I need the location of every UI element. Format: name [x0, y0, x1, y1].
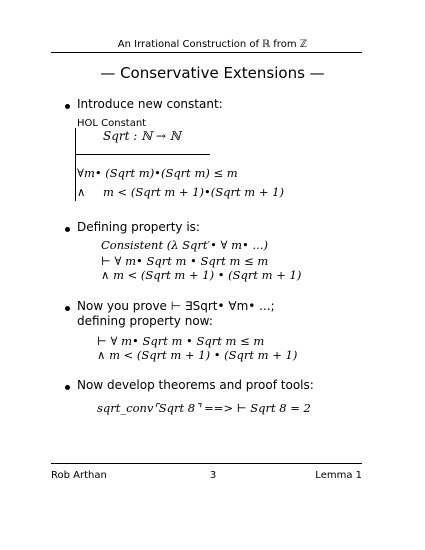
constant-declaration: Sqrt : ℕ → ℕ: [103, 129, 181, 143]
bullet-3-text-2: defining property now:: [77, 314, 213, 328]
proved-property-line-1: ⊢ ∀ m• Sqrt m • Sqrt m ≤ m: [97, 334, 265, 348]
bullet-4-text: Now develop theorems and proof tools:: [77, 378, 314, 392]
footer-label: Lemma 1: [315, 470, 362, 481]
slide-title: — Conservative Extensions —: [100, 64, 325, 82]
axiom-conj-symbol: ∧: [77, 185, 86, 199]
header-rule: [51, 52, 362, 53]
footer-rule: [51, 463, 362, 464]
hol-box-divider: [75, 154, 210, 155]
sqrt-conv-example: sqrt_conv⌜Sqrt 8⌝ ==> ⊢ Sqrt 8 = 2: [97, 401, 311, 415]
proved-property-line-2: ∧ m < (Sqrt m + 1) • (Sqrt m + 1): [97, 348, 298, 362]
axiom-line-1: ∀m• (Sqrt m)•(Sqrt m) ≤ m: [77, 166, 238, 180]
hol-box-left-rule: [75, 128, 76, 201]
axiom-line-2: m < (Sqrt m + 1)•(Sqrt m + 1): [103, 185, 284, 199]
defining-property-line-1: ⊢ ∀ m• Sqrt m • Sqrt m ≤ m: [101, 254, 269, 268]
defining-property-line-2: ∧ m < (Sqrt m + 1) • (Sqrt m + 1): [101, 268, 302, 282]
running-header: An Irrational Construction of ℝ from ℤ: [117, 39, 308, 50]
bullet-3-text-1: Now you prove ⊢ ∃Sqrt• ∀m• ...;: [77, 299, 275, 313]
bullet-2-text: Defining property is:: [77, 220, 200, 234]
consistency-line: Consistent (λ Sqrt′• ∀ m• ...): [101, 238, 268, 252]
footer-author: Rob Arthan: [51, 470, 107, 481]
bullet-dot: [65, 104, 70, 109]
bullet-dot: [65, 227, 70, 232]
footer-page-number: 3: [209, 470, 217, 481]
bullet-dot: [65, 306, 70, 311]
hol-constant-label: HOL Constant: [77, 118, 147, 129]
bullet-1-text: Introduce new constant:: [77, 97, 223, 111]
bullet-dot: [65, 385, 70, 390]
